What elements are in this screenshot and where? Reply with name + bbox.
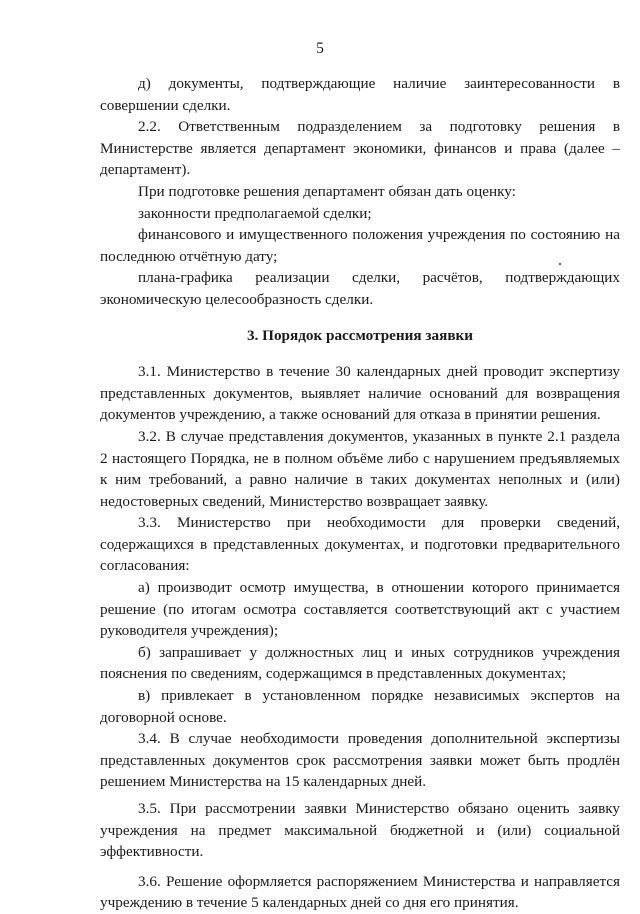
paragraph-3-3-a: а) производит осмотр имущества, в отношении которого принимается решение (по итогам осмотра составляется соответствующий акт с участием руководителя учреждения); — [100, 579, 620, 640]
paragraph-schedule: плана-графика реализации сделки, расчётов, подтверждающих экономическую целесообразность сделки. — [100, 269, 620, 308]
paragraph-legality: законности предполагаемой сделки; — [138, 204, 372, 222]
paragraph-3-3-c: в) привлекает в установленном порядке независимых экспертов на договорной основе. — [100, 687, 620, 726]
paragraph-subitem-d: д) документы, подтверждающие наличие заинтересованности в совершении сделки. — [100, 75, 620, 114]
paragraph-3-1: 3.1. Министерство в течение 30 календарных дней проводит экспертизу представленных документов, выявляет наличие оснований для возвращения документов учреждению, а также оснований для отказа в принятии решения. — [100, 363, 620, 424]
paragraph-assessment-intro: При подготовке решения департамент обязан дать оценку: — [138, 182, 516, 200]
paragraph-3-5: 3.5. При рассмотрении заявки Министерство обязано оценить заявку учреждения на предмет максимальной бюджетной и (или) социальной эффективности. — [100, 800, 620, 861]
page-number: 5 — [316, 40, 324, 57]
paragraph-3-6: 3.6. Решение оформляется распоряжением Министерства и направляется учреждению в течение 5 календарных дней со дня его принятия. — [100, 872, 620, 912]
section-title: 3. Порядок рассмотрения заявки — [246, 326, 474, 344]
paragraph-3-2: 3.2. В случае представления документов, указанных в пункте 2.1 раздела 2 настоящего Порядка, не в полном объёме либо с нарушением предъявляемых к ним требований, а равно наличие в таких документах неполных и (или) недостоверных сведений, Министерство возвращает заявку. — [100, 427, 620, 510]
document-body — [100, 73, 620, 914]
paragraph-3-4: 3.4. В случае необходимости проведения дополнительной экспертизы представленных документов срок рассмотрения заявки может быть продлён решением Министерства на 15 календарных дней. — [100, 730, 620, 791]
paragraph-3-3-b: б) запрашивает у должностных лиц и иных сотрудников учреждения пояснения по сведениям, содержащимся в представленных документах; — [100, 643, 620, 683]
paragraph-financial-position: финансового и имущественного положения учреждения по состоянию на последнюю отчётную дату; — [100, 226, 620, 265]
paragraph-2-2: 2.2. Ответственным подразделением за подготовку решения в Министерстве является департамент экономики, финансов и права (далее – департамент). — [100, 118, 620, 179]
paragraph-3-3: 3.3. Министерство при необходимости для проверки сведений, содержащихся в представленных документах, и подготовки предварительного согласования: — [100, 514, 620, 575]
